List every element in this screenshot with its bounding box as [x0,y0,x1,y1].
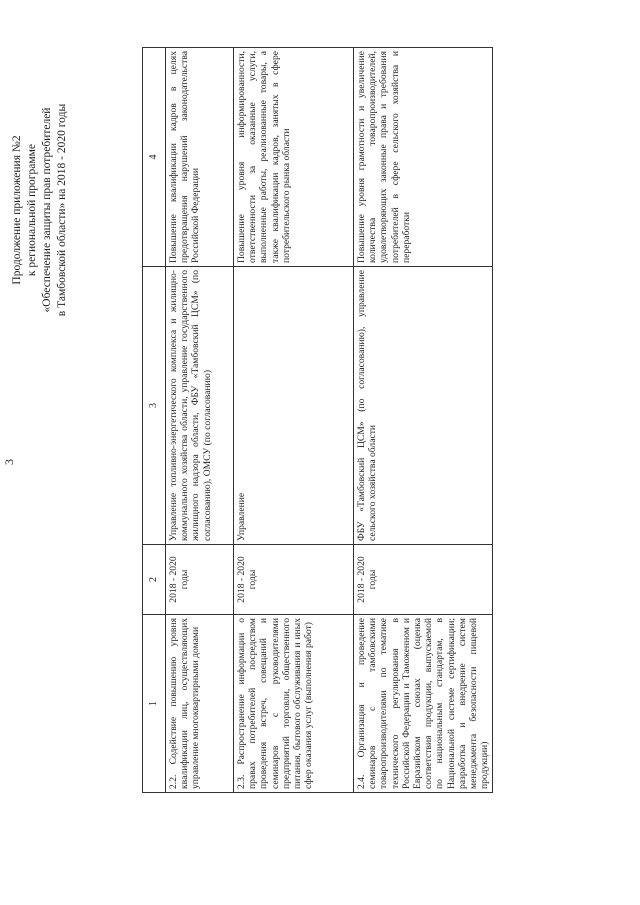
measure-cell: 2.2. Содействие повышению уровня квалификации лиц, осуществляющих управление многоквартирными домами [166,615,234,793]
table-row [166,48,234,793]
table-row [354,48,493,793]
measure-cell: 2.4. Организация и проведение семинаров с тамбовскими товаропроизводителями по тематике технического регулирования в Российской Федерации и Таможенном и Евразийском союзах (оценка соответствия продукции, выпускаемой по национальным стандартам, в Национальной системе сертификации; разработка и внедрение систем менеджмента безопасности пищевой продукции) [354,615,493,793]
executors-cell: Управление [234,267,354,545]
column-number-2: 2 [143,545,166,615]
period-cell: 2018 - 2020 годы [234,545,354,615]
table-header-row [143,48,166,793]
column-number-4: 4 [143,48,166,267]
table-row [234,48,354,793]
period-cell: 2018 - 2020 годы [354,545,493,615]
column-number-1: 1 [143,615,166,793]
column-number-3: 3 [143,267,166,545]
page-number: 3 [2,459,16,465]
heading-line-4: в Тамбовской области» на 2018 - 2020 годы [56,103,68,317]
heading-line-1: Продолжение приложения №2 [11,135,23,285]
result-cell: Повышение уровня грамотности и увеличение количества товаропроизводителей, удовлетворяющих законные права и требования потребителей в сфере сельского хозяйства и переработки [354,48,493,267]
program-measures-table [142,47,493,793]
period-cell: 2018 - 2020 годы [166,545,234,615]
executors-cell: Управление топливно-энергетического комплекса и жилищно-коммунального хозяйства области, управление государственного жилищного надзора области, ФБУ «Тамбовский ЦСМ» (по согласованию), ОМСУ (по согласованию) [166,267,234,545]
measure-cell: 2.3. Распространение информации о правах потребителей посредством проведения встреч, совещаний и семинаров с руководителями предприятий торговли, общественного питания, бытового обслуживания и иных сфер оказания услуг (выполнения работ) [234,615,354,793]
appendix-heading [10,60,70,360]
result-cell: Повышение квалификации кадров в целях предотвращения нарушений законодательства Российской Федерации [166,48,234,267]
result-cell: Повышение уровня информированности, ответственности за оказанные услуги, выполненные работы, реализованные товары, а также квалификации кадров, занятых в сфере потребительского рынка области [234,48,354,267]
executors-cell: ФБУ «Тамбовский ЦСМ» (по согласованию), управление сельского хозяйства области [354,267,493,545]
heading-line-3: «Обеспечение защиты прав потребителей [41,107,53,313]
heading-line-2: к региональной программе [26,143,38,277]
